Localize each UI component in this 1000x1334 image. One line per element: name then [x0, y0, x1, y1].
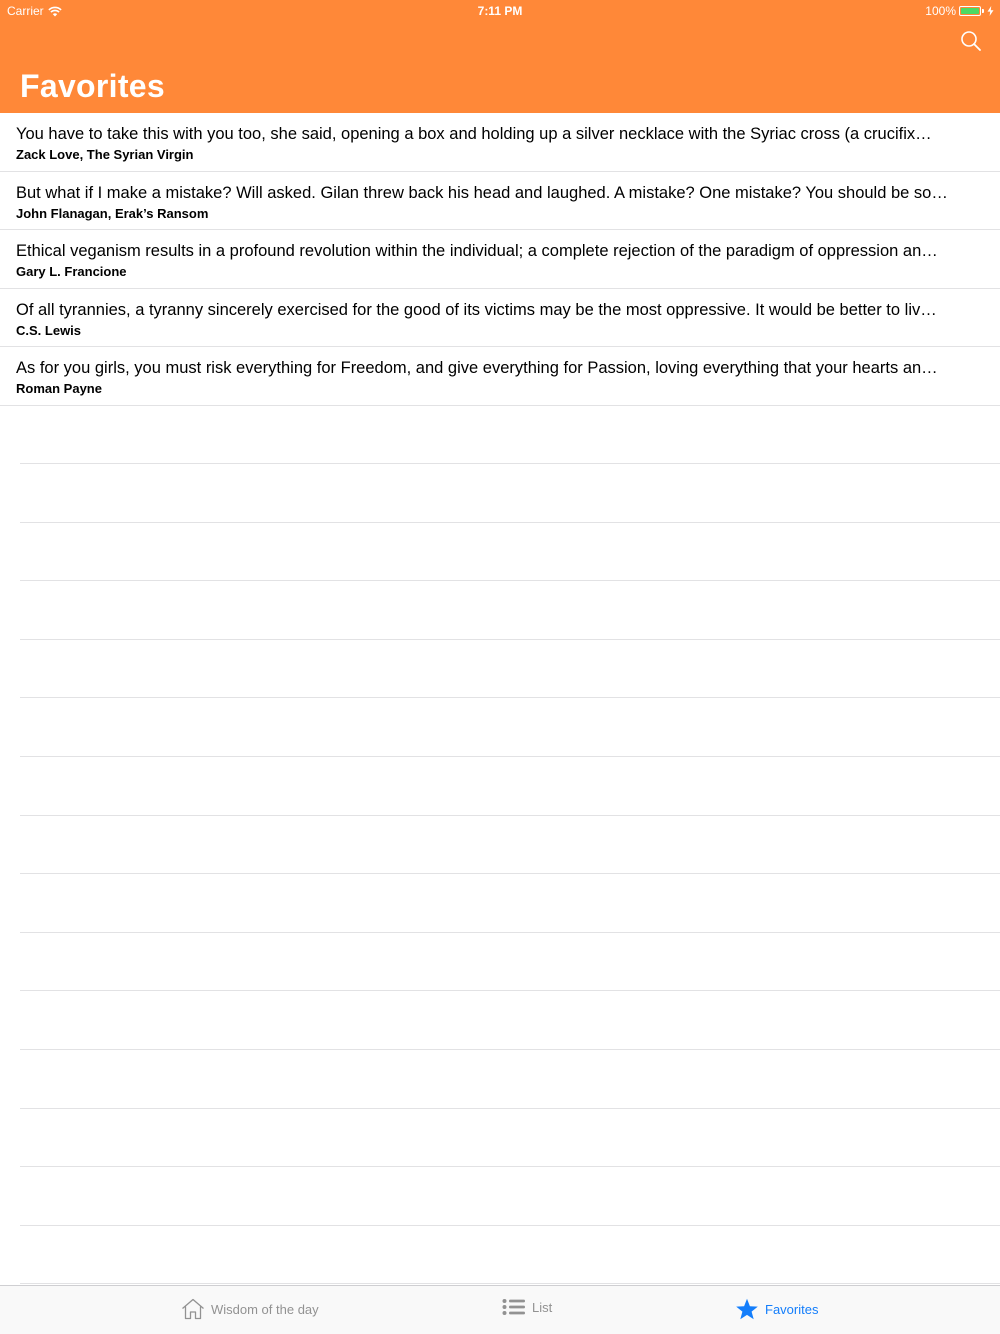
empty-separator-row [20, 523, 1000, 582]
carrier-label: Carrier [7, 4, 44, 18]
search-button[interactable] [958, 28, 984, 54]
empty-separator-row [20, 757, 1000, 816]
empty-separator-row [20, 1050, 1000, 1109]
quote-author: C.S. Lewis [16, 322, 82, 338]
favorite-row[interactable] [0, 230, 1000, 289]
list-icon [502, 1298, 526, 1316]
favorite-row[interactable] [0, 113, 1000, 172]
tab-label: List [532, 1299, 553, 1315]
home-icon [181, 1298, 205, 1320]
charging-bolt-icon [987, 6, 994, 16]
tab-list[interactable] [502, 1298, 552, 1316]
favorites-list [0, 113, 1000, 1284]
status-battery-group [925, 4, 994, 18]
favorite-row[interactable] [0, 347, 1000, 406]
empty-separator-row [20, 581, 1000, 640]
empty-separator-row [20, 1226, 1000, 1285]
battery-tip [982, 9, 984, 13]
quote-text: Of all tyrannies, a tyranny sincerely exercised for the good of its victims may be the most oppressive. It would be better to liv… [16, 300, 937, 319]
favorite-row[interactable] [0, 289, 1000, 348]
quote-author: Zack Love, The Syrian Virgin [16, 147, 194, 162]
empty-separator-row [20, 816, 1000, 875]
status-time: 7:11 PM [477, 4, 523, 18]
battery-percent: 100% [925, 4, 956, 18]
empty-separator-row [20, 698, 1000, 757]
empty-separator-row [20, 991, 1000, 1050]
battery-icon [959, 6, 981, 16]
search-icon [958, 28, 984, 54]
quote-author: Gary L. Francione [16, 264, 127, 279]
empty-separator-row [20, 640, 1000, 699]
empty-separator-row [20, 874, 1000, 933]
empty-separator-row [20, 1109, 1000, 1168]
favorite-row[interactable] [0, 172, 1000, 231]
quote-text: As for you girls, you must risk everything for Freedom, and give everything for Passion, loving everything that your hearts an… [16, 359, 938, 377]
empty-separator-row [20, 406, 1000, 465]
quote-text: You have to take this with you too, she said, opening a box and holding up a silver necklace with the Syriac cross (a crucifix… [16, 125, 932, 143]
empty-separator-row [20, 464, 1000, 523]
tab-favorites[interactable] [735, 1298, 818, 1321]
status-bar [0, 0, 1000, 22]
tab-label: Favorites [765, 1302, 819, 1317]
quote-text: But what if I make a mistake? Will asked. Gilan threw back his head and laughed. A mistake? One mistake? You should be so… [16, 183, 948, 202]
navigation-header [0, 0, 1000, 113]
star-icon [735, 1298, 759, 1321]
quote-author: Roman Payne [16, 381, 102, 396]
tab-bar [0, 1285, 1000, 1334]
tab-label: Wisdom of the day [211, 1301, 319, 1317]
tab-wisdom-of-the-day[interactable] [181, 1298, 319, 1320]
empty-separator-row [20, 933, 1000, 992]
empty-separator-row [20, 1167, 1000, 1226]
page-title: Favorites [20, 68, 165, 104]
quote-text: Ethical veganism results in a profound revolution within the individual; a complete rejection of the paradigm of oppression an… [16, 242, 938, 260]
quote-author: John Flanagan, Erak’s Ransom [16, 205, 209, 221]
